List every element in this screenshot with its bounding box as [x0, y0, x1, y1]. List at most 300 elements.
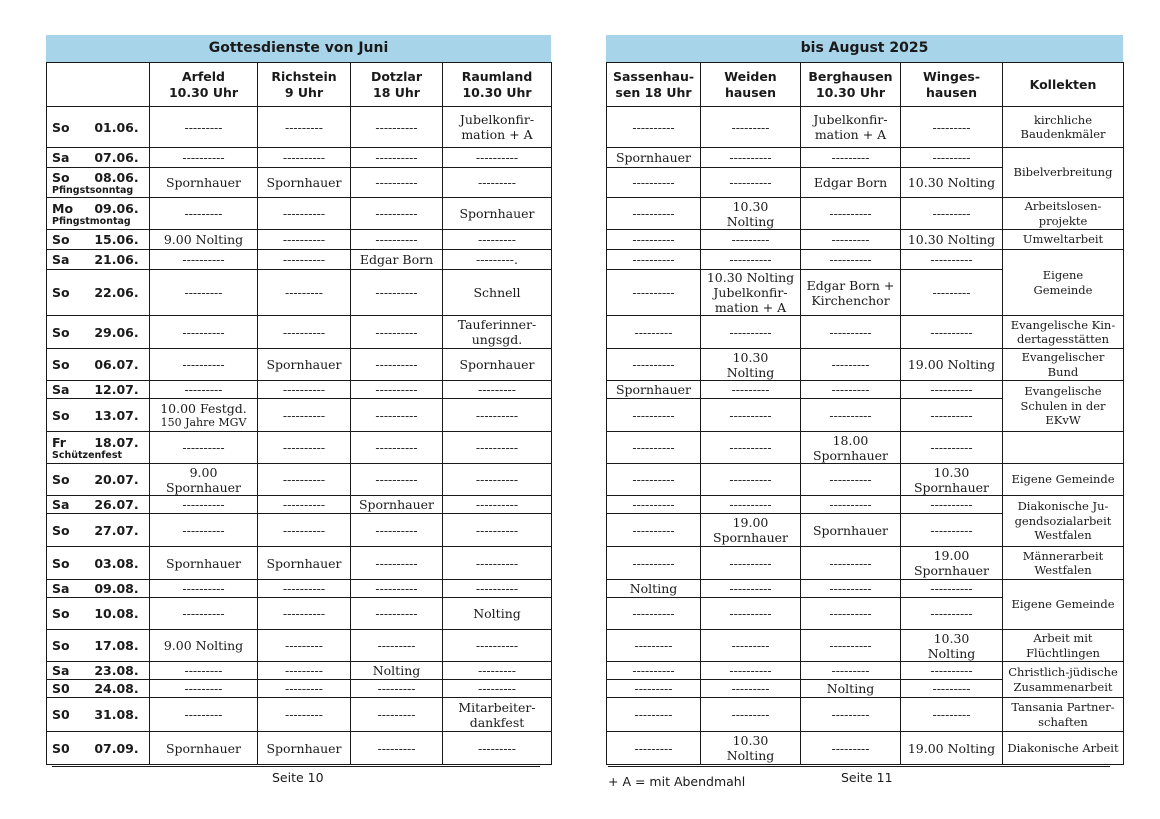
table-row — [607, 198, 1124, 230]
service-cell: --------- — [258, 698, 351, 732]
service-cell: --------- — [801, 698, 901, 732]
service-cell: ---------- — [701, 598, 801, 630]
service-cell: Edgar Born + Kirchenchor — [801, 270, 901, 316]
service-cell: ---------- — [351, 432, 443, 464]
service-cell: ---------- — [701, 662, 801, 680]
date-cell — [47, 732, 150, 765]
service-cell: ---------- — [258, 230, 351, 250]
weekday: So — [52, 555, 70, 571]
table-row — [47, 349, 552, 381]
table-row — [607, 496, 1124, 514]
table-row — [607, 316, 1124, 349]
service-cell: ---------- — [258, 598, 351, 630]
date: 26.07. — [94, 497, 139, 512]
right-footer-line — [608, 766, 1110, 767]
weekday: So — [52, 606, 70, 621]
table-row — [47, 198, 552, 230]
date: 24.08. — [94, 681, 139, 696]
service-cell: ---------- — [901, 662, 1003, 680]
service-cell: ---------- — [801, 250, 901, 270]
service-cell: ---------- — [443, 514, 552, 547]
service-cell: ---------. — [443, 250, 552, 270]
service-cell: Spornhauer — [443, 198, 552, 230]
right-page-number: Seite 11 — [841, 770, 893, 785]
kollekte-cell: Evangelische Kin- dertagesstätten — [1003, 316, 1124, 349]
date: 22.06. — [94, 285, 139, 300]
date: 23.08. — [94, 663, 139, 678]
service-cell: ---------- — [607, 464, 701, 496]
service-cell: Schnell — [443, 270, 552, 316]
service-cell: 19.00 Nolting — [901, 732, 1003, 765]
service-cell: Tauferinner- ungsgd. — [443, 316, 552, 349]
date: 10.08. — [94, 606, 139, 621]
date: 08.06. — [94, 169, 139, 185]
service-cell: 10.30 Nolting — [901, 168, 1003, 198]
service-cell: ---------- — [351, 148, 443, 168]
kollekte-cell: Männerarbeit Westfalen — [1003, 547, 1124, 580]
service-cell: Spornhauer — [150, 547, 258, 580]
holiday-label: Schützenfest — [52, 449, 123, 461]
service-cell: ---------- — [150, 580, 258, 598]
service-cell: --------- — [150, 698, 258, 732]
left-schedule-table — [46, 62, 552, 765]
table-row — [607, 580, 1124, 598]
service-cell: ---------- — [258, 580, 351, 598]
kollekte-cell: Diakonische Arbeit — [1003, 732, 1124, 765]
service-cell: --------- — [901, 148, 1003, 168]
service-cell: --------- — [801, 230, 901, 250]
weekday: S0 — [52, 707, 70, 722]
service-cell: ---------- — [258, 250, 351, 270]
service-cell: --------- — [801, 662, 901, 680]
service-cell: --------- — [901, 698, 1003, 732]
weekday: Sa — [52, 497, 70, 512]
service-cell: ---------- — [258, 316, 351, 349]
date: 13.07. — [94, 407, 139, 423]
service-cell: 10.30 Nolting — [701, 198, 801, 230]
service-cell: --------- — [701, 107, 801, 148]
service-cell: Spornhauer — [258, 168, 351, 198]
service-cell: ---------- — [351, 399, 443, 432]
weekday: So — [52, 472, 70, 487]
service-cell: 9.00 Nolting — [150, 630, 258, 662]
table-row — [47, 514, 552, 547]
date-cell — [47, 464, 150, 496]
service-cell: --------- — [150, 662, 258, 680]
date-cell — [47, 168, 150, 198]
service-cell: Nolting — [801, 680, 901, 698]
service-cell: ---------- — [801, 399, 901, 432]
date: 17.08. — [94, 638, 139, 653]
service-cell: ---------- — [901, 514, 1003, 547]
service-cell: --------- — [607, 316, 701, 349]
service-cell: ---------- — [258, 514, 351, 547]
service-cell: ---------- — [258, 432, 351, 464]
date: 07.06. — [94, 150, 139, 165]
service-cell: ---------- — [701, 148, 801, 168]
table-row — [47, 598, 552, 630]
table-row — [47, 399, 552, 432]
weekday: So — [52, 232, 70, 247]
service-cell: ---------- — [443, 630, 552, 662]
kollekte-cell: Eigene Gemeinde — [1003, 250, 1124, 316]
table-row — [47, 270, 552, 316]
left-header-2: Richstein 9 Uhr — [258, 63, 351, 107]
service-cell: --------- — [150, 198, 258, 230]
service-cell: ---------- — [150, 598, 258, 630]
service-cell: Spornhauer — [443, 349, 552, 381]
date: 12.07. — [94, 382, 139, 397]
weekday: Sa — [52, 581, 70, 596]
service-cell: 9.00 Nolting — [150, 230, 258, 250]
service-cell: ---------- — [607, 198, 701, 230]
right-header-4: Kollekten — [1003, 63, 1124, 107]
service-cell: --------- — [701, 698, 801, 732]
service-cell: ---------- — [801, 598, 901, 630]
service-cell: ---------- — [607, 399, 701, 432]
service-cell: Spornhauer — [258, 349, 351, 381]
service-cell: --------- — [258, 680, 351, 698]
service-cell: ---------- — [901, 598, 1003, 630]
service-cell: ---------- — [701, 496, 801, 514]
date: 01.06. — [94, 119, 139, 135]
service-cell: ---------- — [607, 547, 701, 580]
date: 29.06. — [94, 324, 139, 340]
service-cell: ---------- — [607, 349, 701, 381]
date-cell — [47, 598, 150, 630]
service-cell: Nolting — [443, 598, 552, 630]
service-cell: ---------- — [607, 250, 701, 270]
table-row — [607, 732, 1124, 765]
date: 20.07. — [94, 472, 139, 487]
service-cell: ---------- — [351, 107, 443, 148]
date-cell — [47, 580, 150, 598]
table-row — [607, 547, 1124, 580]
service-cell: --------- — [701, 630, 801, 662]
left-header-4: Raumland 10.30 Uhr — [443, 63, 552, 107]
date: 09.06. — [94, 200, 139, 216]
service-cell: ---------- — [351, 514, 443, 547]
service-cell: --------- — [150, 107, 258, 148]
service-cell: ---------- — [150, 496, 258, 514]
service-cell: Spornhauer — [801, 514, 901, 547]
date: 18.07. — [94, 434, 139, 450]
service-cell: ---------- — [901, 496, 1003, 514]
table-row — [607, 432, 1124, 464]
left-header-3: Dotzlar 18 Uhr — [351, 63, 443, 107]
right-header-0: Sassenhau- sen 18 Uhr — [607, 63, 701, 107]
weekday: So — [52, 285, 70, 300]
service-cell: --------- — [607, 630, 701, 662]
service-cell: ---------- — [901, 580, 1003, 598]
service-cell: --------- — [701, 230, 801, 250]
kollekte-cell: Arbeit mit Flüchtlingen — [1003, 630, 1124, 662]
service-cell: ---------- — [351, 349, 443, 381]
date-cell — [47, 270, 150, 316]
service-cell: --------- — [901, 198, 1003, 230]
kollekte-cell: kirchliche Baudenkmäler — [1003, 107, 1124, 148]
weekday: So — [52, 522, 70, 538]
service-cell: ---------- — [443, 547, 552, 580]
kollekte-cell: Eigene Gemeinde — [1003, 580, 1124, 630]
right-schedule-table — [606, 62, 1124, 765]
service-cell: ---------- — [351, 316, 443, 349]
service-cell: ---------- — [701, 464, 801, 496]
service-cell: ---------- — [258, 381, 351, 399]
service-cell: ---------- — [801, 316, 901, 349]
table-row — [607, 662, 1124, 680]
kollekte-cell: Arbeitslosen- projekte — [1003, 198, 1124, 230]
table-row — [47, 680, 552, 698]
right-header-2: Berghausen 10.30 Uhr — [801, 63, 901, 107]
left-header-1: Arfeld 10.30 Uhr — [150, 63, 258, 107]
service-cell: --------- — [443, 168, 552, 198]
service-cell: --------- — [258, 662, 351, 680]
service-cell: --------- — [801, 148, 901, 168]
service-cell: --------- — [150, 270, 258, 316]
service-cell: --------- — [150, 381, 258, 399]
service-cell: --------- — [351, 680, 443, 698]
service-cell: ---------- — [701, 250, 801, 270]
kollekte-cell: Tansania Partner- schaften — [1003, 698, 1124, 732]
service-cell: ---------- — [351, 598, 443, 630]
date-cell — [47, 698, 150, 732]
date: 31.08. — [94, 707, 139, 722]
right-title-bar: bis August 2025 — [606, 35, 1123, 62]
service-cell: ---------- — [351, 230, 443, 250]
service-cell: ---------- — [701, 547, 801, 580]
weekday: Sa — [52, 252, 70, 267]
date-cell — [47, 514, 150, 547]
weekday: S0 — [52, 681, 70, 696]
table-row — [607, 349, 1124, 381]
date-cell — [47, 230, 150, 250]
service-cell: ---------- — [443, 496, 552, 514]
kollekte-cell — [1003, 432, 1124, 464]
service-cell: Spornhauer — [607, 148, 701, 168]
service-cell: --------- — [443, 680, 552, 698]
right-page — [580, 0, 1160, 819]
service-cell: 9.00 Spornhauer — [150, 464, 258, 496]
date-cell — [47, 680, 150, 698]
service-cell: --------- — [701, 381, 801, 399]
service-cell: ---------- — [443, 580, 552, 598]
date-cell — [47, 496, 150, 514]
date: 27.07. — [94, 522, 139, 538]
table-row — [607, 464, 1124, 496]
service-cell: ---------- — [351, 198, 443, 230]
service-cell: ---------- — [607, 168, 701, 198]
service-cell: ---------- — [351, 464, 443, 496]
service-cell: 19.00 Spornhauer — [701, 514, 801, 547]
holiday-label: Pfingstsonntag — [52, 184, 134, 196]
date: 21.06. — [94, 252, 139, 267]
service-cell: ---------- — [801, 630, 901, 662]
service-cell: 10.30 Nolting Jubelkonfir- mation + A — [701, 270, 801, 316]
service-cell: ---------- — [901, 381, 1003, 399]
service-cell: Spornhauer — [258, 547, 351, 580]
service-cell: --------- — [607, 732, 701, 765]
date-cell — [47, 630, 150, 662]
service-cell: ---------- — [607, 662, 701, 680]
service-cell: ---------- — [801, 496, 901, 514]
service-cell: --------- — [258, 630, 351, 662]
service-cell: --------- — [901, 680, 1003, 698]
table-row — [47, 432, 552, 464]
table-row — [47, 381, 552, 399]
table-row — [607, 698, 1124, 732]
date-cell — [47, 547, 150, 580]
left-title-bar: Gottesdienste von Juni — [46, 35, 551, 62]
service-cell: ---------- — [258, 148, 351, 168]
service-cell: --------- — [701, 680, 801, 698]
service-cell: ---------- — [901, 399, 1003, 432]
service-cell: --------- — [801, 732, 901, 765]
service-cell: --------- — [901, 270, 1003, 316]
service-cell: ---------- — [801, 547, 901, 580]
table-row — [47, 168, 552, 198]
date-cell — [47, 399, 150, 432]
service-cell: ---------- — [901, 432, 1003, 464]
left-header-0 — [47, 63, 150, 107]
service-cell: Jubelkonfir- mation + A — [443, 107, 552, 148]
kollekte-cell: Diakonische Ju- gendsozialarbeit Westfalen — [1003, 496, 1124, 547]
service-cell: ---------- — [607, 598, 701, 630]
service-cell: ---------- — [607, 496, 701, 514]
service-cell: --------- — [443, 230, 552, 250]
service-cell: --------- — [443, 732, 552, 765]
weekday: So — [52, 119, 70, 135]
service-cell: ---------- — [607, 107, 701, 148]
weekday: Mo — [52, 200, 74, 216]
date-cell — [47, 662, 150, 680]
service-cell: ---------- — [701, 432, 801, 464]
service-cell: ---------- — [150, 514, 258, 547]
service-cell: Nolting — [351, 662, 443, 680]
service-cell: ---------- — [701, 580, 801, 598]
service-cell: 10.30 Spornhauer — [901, 464, 1003, 496]
service-cell: ---------- — [607, 230, 701, 250]
service-cell: ---------- — [801, 198, 901, 230]
service-cell: --------- — [443, 381, 552, 399]
service-cell: --------- — [351, 732, 443, 765]
service-cell: --------- — [443, 662, 552, 680]
service-cell: ---------- — [607, 432, 701, 464]
right-header-1: Weiden hausen — [701, 63, 801, 107]
date-cell — [47, 250, 150, 270]
weekday: Fr — [52, 434, 66, 450]
date: 06.07. — [94, 357, 139, 372]
service-cell: ---------- — [443, 148, 552, 168]
table-row — [47, 698, 552, 732]
table-row — [47, 464, 552, 496]
service-cell: Spornhauer — [351, 496, 443, 514]
service-cell: ---------- — [701, 316, 801, 349]
kollekte-cell: Bibelverbreitung — [1003, 148, 1124, 198]
service-cell: ---------- — [607, 270, 701, 316]
service-cell: ---------- — [351, 381, 443, 399]
table-row — [47, 230, 552, 250]
table-row — [47, 250, 552, 270]
service-cell: ---------- — [351, 168, 443, 198]
service-cell: --------- — [607, 698, 701, 732]
service-cell: ---------- — [258, 399, 351, 432]
kollekte-cell: Umweltarbeit — [1003, 230, 1124, 250]
service-cell: ---------- — [701, 399, 801, 432]
table-row — [607, 250, 1124, 270]
service-cell: --------- — [351, 630, 443, 662]
date: 03.08. — [94, 555, 139, 571]
service-cell: 10.30 Nolting — [701, 349, 801, 381]
service-cell: --------- — [258, 107, 351, 148]
weekday: S0 — [52, 740, 70, 756]
service-cell: Jubelkonfir- mation + A — [801, 107, 901, 148]
service-cell: 10.30 Nolting — [901, 630, 1003, 662]
service-cell: ---------- — [150, 250, 258, 270]
table-row — [47, 496, 552, 514]
service-cell: ---------- — [150, 316, 258, 349]
table-row — [607, 381, 1124, 399]
service-cell: --------- — [351, 698, 443, 732]
weekday: Sa — [52, 663, 70, 678]
service-cell: ---------- — [801, 580, 901, 598]
service-cell: ---------- — [258, 496, 351, 514]
left-footer-line — [52, 766, 540, 767]
weekday: So — [52, 407, 70, 423]
table-row — [607, 630, 1124, 662]
service-cell: --------- — [801, 381, 901, 399]
service-cell: ---------- — [801, 464, 901, 496]
date-cell — [47, 316, 150, 349]
service-cell: ---------- — [607, 514, 701, 547]
service-cell: 10.30 Nolting — [701, 732, 801, 765]
service-cell: Spornhauer — [258, 732, 351, 765]
service-cell: --------- — [901, 107, 1003, 148]
service-cell: Spornhauer — [150, 732, 258, 765]
service-cell: ---------- — [150, 432, 258, 464]
date-cell — [47, 432, 150, 464]
service-cell: Spornhauer — [607, 381, 701, 399]
communion-legend: + A = mit Abendmahl — [608, 774, 746, 789]
table-row — [47, 662, 552, 680]
service-cell: 18.00 Spornhauer — [801, 432, 901, 464]
service-cell: ---------- — [351, 547, 443, 580]
holiday-label: Pfingstmontag — [52, 215, 131, 227]
date: 15.06. — [94, 232, 139, 247]
service-cell: 19.00 Spornhauer — [901, 547, 1003, 580]
right-header-3: Winges- hausen — [901, 63, 1003, 107]
weekday: So — [52, 638, 70, 653]
service-cell: ---------- — [258, 198, 351, 230]
table-row — [607, 230, 1124, 250]
service-cell: 10.30 Nolting — [901, 230, 1003, 250]
service-cell: ---------- — [901, 316, 1003, 349]
service-cell: Spornhauer — [150, 168, 258, 198]
date-cell — [47, 107, 150, 148]
service-cell: Edgar Born — [351, 250, 443, 270]
table-row — [47, 630, 552, 662]
date: 07.09. — [94, 740, 139, 756]
kollekte-cell: Christlich-jüdische Zusammenarbeit — [1003, 662, 1124, 698]
service-cell: 19.00 Nolting — [901, 349, 1003, 381]
service-cell: ---------- — [150, 349, 258, 381]
service-cell: ---------- — [443, 464, 552, 496]
service-note: 150 Jahre MGV — [160, 416, 247, 429]
table-row — [47, 732, 552, 765]
left-page-number: Seite 10 — [272, 770, 324, 785]
table-row — [607, 107, 1124, 148]
service-cell: ---------- — [351, 580, 443, 598]
